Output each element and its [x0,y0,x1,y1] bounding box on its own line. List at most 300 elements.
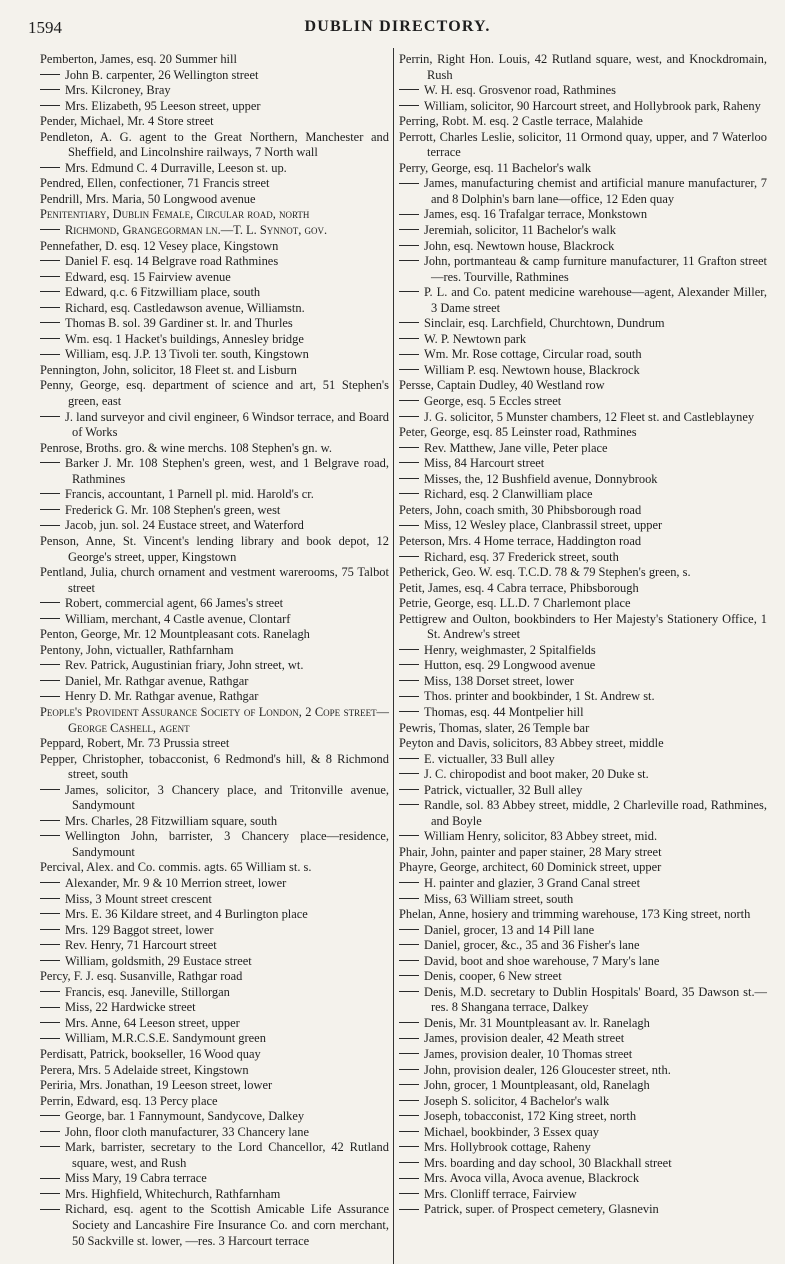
ditto-dash [40,1022,60,1023]
ditto-dash [399,1053,419,1054]
entry-text: Patrick, super. of Prospect cemetery, Glasnevin [424,1202,659,1217]
directory-entry [40,83,389,99]
directory-entry [399,643,767,659]
directory-entry [399,596,767,612]
ditto-dash [399,804,419,805]
ditto-dash [399,929,419,930]
ditto-dash [399,416,419,417]
entry-text: Miss, 22 Hardwicke street [65,1000,196,1015]
entry-text: Thos. printer and bookbinder, 1 St. Andrew st. [424,689,655,704]
entry-text: Pentland, Julia, church ornament and vestment warerooms, 75 Talbot street [40,565,389,595]
directory-entry [40,689,389,705]
ditto-dash [40,291,60,292]
directory-entry [399,1171,767,1187]
directory-entry [40,1202,389,1249]
directory-entry [40,829,389,860]
ditto-dash [399,260,419,261]
entry-text: Thomas, esq. 44 Montpelier hill [424,704,584,719]
directory-entry [40,1094,389,1110]
entry-text: James, manufacturing chemist and artificial manure manufacturer, 7 and 8 Dolphin's barn lane—office, 12 Eden quay [424,176,767,206]
ditto-dash [40,1115,60,1116]
entry-text: Phayre, George, architect, 60 Dominick street, upper [399,860,662,875]
directory-entry [40,876,389,892]
directory-entry [399,845,767,861]
ditto-dash [399,680,419,681]
entry-text: Richard, esq. Castledawson avenue, Williamstn. [65,300,305,315]
entry-text: Michael, bookbinder, 3 Essex quay [424,1124,599,1139]
entry-text: Denis, M.D. secretary to Dublin Hospitals' Board, 35 Dawson st.—res. 8 Shangana terrace, Dalkey [424,984,767,1015]
ditto-dash [40,354,60,355]
entry-text: P. L. and Co. patent medicine warehouse—agent, Alexander Miller, 3 Dame street [424,285,767,315]
entry-text: Perrin, Edward, esq. 13 Percy place [40,1093,218,1108]
ditto-dash [40,89,60,90]
directory-entry [40,783,389,814]
directory-entry [399,503,767,519]
directory-entry [399,410,767,426]
ditto-dash [40,1178,60,1179]
entry-text: James, solicitor, 3 Chancery place, and Tritonville avenue, Sandymount [65,782,389,813]
directory-entry [399,736,767,752]
directory-entry [40,487,389,503]
directory-entry [40,1140,389,1171]
ditto-dash [399,229,419,230]
ditto-dash [399,991,419,992]
directory-entry [40,68,389,84]
directory-entry [399,363,767,379]
entry-text: Pendrill, Mrs. Maria, 50 Longwood avenue [40,191,256,206]
entry-text: Pender, Michael, Mr. 4 Store street [40,114,214,129]
directory-entry [40,363,389,379]
entry-text: Randle, sol. 83 Abbey street, middle, 2 Charleville road, Rathmines, and Boyle [424,798,767,828]
ditto-dash [399,400,419,401]
ditto-dash [40,493,60,494]
directory-entry [399,316,767,332]
entry-text: Thomas B. sol. 39 Gardiner st. lr. and Thurles [65,316,293,331]
directory-entry [40,441,389,457]
ditto-dash [399,245,419,246]
entry-text: Mrs. Hollybrook cottage, Raheny [424,1140,591,1155]
left-column [40,52,389,1249]
directory-entry [40,1171,389,1187]
directory-entry [40,923,389,939]
ditto-dash [40,1038,60,1039]
ditto-dash [40,260,60,261]
ditto-dash [399,696,419,697]
directory-entry [40,456,389,487]
ditto-dash [399,664,419,665]
directory-entry [40,285,389,301]
directory-entry [40,161,389,177]
entry-text: Miss, 3 Mount street crescent [65,891,212,906]
entry-text: Daniel F. esq. 14 Belgrave road Rathmines [65,254,279,269]
entry-text: Phair, John, painter and paper stainer, 28 Mary street [399,844,662,859]
ditto-dash [40,1193,60,1194]
entry-text: Periria, Mrs. Jonathan, 19 Leeson street, lower [40,1078,273,1093]
entry-text: James, provision dealer, 42 Meath street [424,1031,625,1046]
ditto-dash [399,1115,419,1116]
directory-entry [40,223,389,239]
entry-text: Pewris, Thomas, slater, 26 Temple bar [399,720,590,735]
directory-entry [40,643,389,659]
directory-entry [399,394,767,410]
ditto-dash [40,960,60,961]
directory-entry [40,612,389,628]
entry-text: Pennefather, D. esq. 12 Vesey place, Kingstown [40,238,279,253]
directory-entry [40,99,389,115]
directory-entry [399,207,767,223]
entry-text: Edward, esq. 15 Fairview avenue [65,269,231,284]
entry-text: People's Provident Assurance Society of London, 2 Cope street—George Cashell, agent [40,704,389,735]
ditto-dash [40,525,60,526]
directory-entry [399,161,767,177]
ditto-dash [399,1162,419,1163]
directory-entry [399,441,767,457]
entry-text: Mrs. Charles, 28 Fitzwilliam square, south [65,813,278,828]
entry-text: Pentony, John, victualler, Rathfarnham [40,642,234,657]
entry-text: E. victualler, 33 Bull alley [424,751,555,766]
entry-text: Mark, barrister, secretary to the Lord Chancellor, 42 Rutland square, west, and Rush [65,1140,389,1170]
entry-text: Wellington John, barrister, 3 Chancery place—residence, Sandymount [65,829,389,859]
ditto-dash [399,835,419,836]
entry-text: John, floor cloth manufacturer, 33 Chancery lane [65,1124,310,1139]
ditto-dash [40,509,60,510]
ditto-dash [40,696,60,697]
directory-entry [399,1047,767,1063]
entry-text: Pemberton, James, esq. 20 Summer hill [40,52,237,66]
entry-text: Perry, George, esq. 11 Bachelor's walk [399,160,592,175]
entry-text: William, M.R.C.S.E. Sandymount green [65,1031,266,1046]
ditto-dash [399,556,419,557]
directory-entry [40,860,389,876]
directory-entry [40,736,389,752]
entry-text: Hutton, esq. 29 Longwood avenue [424,658,596,673]
directory-entry [399,99,767,115]
entry-text: Percy, F. J. esq. Susanville, Rathgar road [40,969,243,984]
directory-entry [40,969,389,985]
ditto-dash [40,74,60,75]
directory-entry [40,52,389,68]
directory-entry [40,938,389,954]
ditto-dash [40,664,60,665]
ditto-dash [40,820,60,821]
directory-entry [399,689,767,705]
entry-text: John, provision dealer, 126 Gloucester street, nth. [424,1062,671,1077]
entry-text: Petit, James, esq. 4 Cabra terrace, Phibsborough [399,580,639,595]
entry-text: John, portmanteau & camp furniture manufacturer, 11 Grafton street—res. Tourville, Rathmines [424,254,767,284]
ditto-dash [399,1069,419,1070]
ditto-dash [40,1146,60,1147]
entry-text: George, bar. 1 Fannymount, Sandycove, Dalkey [65,1109,305,1124]
directory-entry [40,518,389,534]
directory-entry [399,130,767,161]
directory-entry [40,301,389,317]
entry-text: Barker J. Mr. 108 Stephen's green, west, and 1 Belgrave road, Rathmines [65,456,389,486]
entry-text: Penton, George, Mr. 12 Mountpleasant cots. Ranelagh [40,627,310,642]
directory-entry [399,1078,767,1094]
entry-text: Pendred, Ellen, confectioner, 71 Francis street [40,176,270,191]
ditto-dash [40,338,60,339]
column-divider [393,48,394,1264]
entry-text: Petrie, George, esq. LL.D. 7 Charlemont place [399,596,631,611]
directory-entry [399,550,767,566]
ditto-dash [399,214,419,215]
ditto-dash [40,944,60,945]
directory-entry [399,378,767,394]
directory-entry [40,503,389,519]
ditto-dash [399,1193,419,1194]
ditto-dash [399,369,419,370]
entry-text: Percival, Alex. and Co. commis. agts. 65 William st. s. [40,860,312,875]
entry-text: Perring, Robt. M. esq. 2 Castle terrace, Malahide [399,114,643,129]
entry-text: Miss, 63 William street, south [424,891,574,906]
directory-entry [399,876,767,892]
directory-entry [399,176,767,207]
ditto-dash [399,1178,419,1179]
entry-text: Joseph S. solicitor, 4 Bachelor's walk [424,1093,610,1108]
entry-text: William, solicitor, 90 Harcourt street, and Hollybrook park, Raheny [424,98,761,113]
directory-entry [399,798,767,829]
entry-text: Daniel, Mr. Rathgar avenue, Rathgar [65,673,249,688]
ditto-dash [40,898,60,899]
entry-text: Patrick, victualler, 32 Bull alley [424,782,583,797]
ditto-dash [40,307,60,308]
ditto-dash [40,105,60,106]
ditto-dash [399,975,419,976]
directory-entry [399,332,767,348]
entry-text: Daniel, grocer, &c., 35 and 36 Fisher's lane [424,938,640,953]
directory-entry [40,332,389,348]
entry-text: Mrs. E. 36 Kildare street, and 4 Burlington place [65,907,308,922]
directory-entry [40,1000,389,1016]
entry-text: Henry, weighmaster, 2 Spitalfields [424,642,596,657]
entry-text: J. land surveyor and civil engineer, 6 Windsor terrace, and Board of Works [65,409,389,440]
directory-entry [399,860,767,876]
directory-entry [399,892,767,908]
entry-text: Mrs. Anne, 64 Leeson street, upper [65,1015,240,1030]
directory-entry [399,1156,767,1172]
entry-text: Denis, Mr. 31 Mountpleasant av. lr. Ranelagh [424,1015,650,1030]
directory-entry [40,378,389,409]
directory-entry [40,114,389,130]
ditto-dash [40,882,60,883]
directory-entry [399,612,767,643]
entry-text: William, goldsmith, 29 Eustace street [65,953,252,968]
entry-text: Richard, esq. 37 Frederick street, south [424,549,619,564]
ditto-dash [399,89,419,90]
directory-entry [399,565,767,581]
entry-text: Jeremiah, solicitor, 11 Bachelor's walk [424,223,616,238]
ditto-dash [40,167,60,168]
ditto-dash [399,354,419,355]
directory-entry [399,1016,767,1032]
ditto-dash [40,789,60,790]
entry-text: Peppard, Robert, Mr. 73 Prussia street [40,736,230,751]
directory-entry [399,456,767,472]
directory-entry [399,254,767,285]
directory-entry [399,721,767,737]
entry-text: George, esq. 5 Eccles street [424,394,562,409]
directory-entry [399,674,767,690]
entry-text: William P. esq. Newtown house, Blackrock [424,362,640,377]
entry-text: Rev. Patrick, Augustinian friary, John street, wt. [65,658,304,673]
entry-text: Persse, Captain Dudley, 40 Westland row [399,378,605,393]
ditto-dash [399,462,419,463]
directory-entry [399,767,767,783]
entry-text: Edward, q.c. 6 Fitzwilliam place, south [65,285,261,300]
entry-text: Joseph, tobacconist, 172 King street, north [424,1109,637,1124]
entry-text: Denis, cooper, 6 New street [424,969,562,984]
entry-text: Mrs. 129 Baggot street, lower [65,922,214,937]
directory-entry [399,1109,767,1125]
ditto-dash [399,1084,419,1085]
ditto-dash [399,183,419,184]
directory-entry [399,223,767,239]
ditto-dash [399,1209,419,1210]
directory-entry [40,270,389,286]
page-number: 1594 [28,18,62,37]
directory-entry [399,83,767,99]
entry-text: Sinclair, esq. Larchfield, Churchtown, Dundrum [424,316,665,331]
entry-text: Mrs. Avoca villa, Avoca avenue, Blackrock [424,1171,640,1186]
entry-text: Daniel, grocer, 13 and 14 Pill lane [424,922,595,937]
directory-entry [40,814,389,830]
ditto-dash [399,525,419,526]
directory-entry [40,1078,389,1094]
directory-entry [399,114,767,130]
entry-text: Perera, Mrs. 5 Adelaide street, Kingstown [40,1062,249,1077]
entry-text: Richmond, Grangegorman ln.—T. L. Synnot, gov. [65,223,328,238]
entry-text: Miss, 12 Wesley place, Clanbrassil street, upper [424,518,663,533]
page-header [28,16,767,38]
directory-entry [40,347,389,363]
entry-text: Petherick, Geo. W. esq. T.C.D. 78 & 79 Stephen's green, s. [399,565,691,580]
directory-entry [399,581,767,597]
ditto-dash [40,680,60,681]
directory-entry [399,534,767,550]
entry-text: John B. carpenter, 26 Wellington street [65,67,259,82]
ditto-dash [40,929,60,930]
ditto-dash [40,276,60,277]
running-title: DUBLIN DIRECTORY. [304,18,491,35]
directory-entry [40,207,389,223]
ditto-dash [40,416,60,417]
directory-entry [399,752,767,768]
entry-text: William, esq. J.P. 13 Tivoli ter. south, Kingstown [65,347,309,362]
ditto-dash [399,898,419,899]
directory-entry [399,907,767,923]
directory-entry [399,985,767,1016]
directory-entry [399,1063,767,1079]
entry-text: W. H. esq. Grosvenor road, Rathmines [424,83,616,98]
entry-text: Pendleton, A. G. agent to the Great Northern, Manchester and Sheffield, and Lincolnshire railways, 7 North wall [40,129,389,160]
entry-text: Peter, George, esq. 85 Leinster road, Rathmines [399,425,637,440]
entry-text: Francis, esq. Janeville, Stillorgan [65,984,230,999]
entry-text: Perrott, Charles Leslie, solicitor, 11 Ormond quay, upper, and 7 Waterloo terrace [399,129,767,160]
directory-entry [40,316,389,332]
entry-text: Wm. Mr. Rose cottage, Circular road, south [424,347,642,362]
entry-text: James, provision dealer, 10 Thomas street [424,1047,633,1061]
ditto-dash [40,1131,60,1132]
ditto-dash [399,1038,419,1039]
entry-text: Phelan, Anne, hosiery and trimming warehouse, 173 King street, north [399,907,751,922]
entry-text: W. P. Newtown park [424,331,527,346]
entry-text: John, esq. Newtown house, Blackrock [424,238,615,253]
entry-text: Mrs. boarding and day school, 30 Blackhall street [424,1155,672,1170]
directory-entry [40,658,389,674]
directory-entry [399,1187,767,1203]
ditto-dash [399,1146,419,1147]
entry-text: Miss, 84 Harcourt street [424,456,545,471]
directory-entry [399,969,767,985]
entry-text: John, grocer, 1 Mountpleasant, old, Ranelagh [424,1078,650,1093]
ditto-dash [399,711,419,712]
ditto-dash [40,322,60,323]
ditto-dash [399,1022,419,1023]
entry-text: J. C. chiropodist and boot maker, 20 Duke st. [424,767,649,782]
entry-text: H. painter and glazier, 3 Grand Canal street [424,875,641,890]
entry-text: Frederick G. Mr. 108 Stephen's green, west [65,502,281,517]
directory-entry [399,1140,767,1156]
ditto-dash [40,229,60,230]
entry-text: Penson, Anne, St. Vincent's lending library and book depot, 12 George's street, upper, Kingstown [40,533,389,564]
ditto-dash [399,758,419,759]
ditto-dash [399,338,419,339]
ditto-dash [40,1209,60,1210]
directory-entry [40,410,389,441]
entry-text: Peters, John, coach smith, 30 Phibsborough road [399,502,642,517]
entry-text: Peterson, Mrs. 4 Home terrace, Haddington road [399,533,642,548]
directory-entry [40,674,389,690]
directory-entry [399,1031,767,1047]
entry-text: Francis, accountant, 1 Parnell pl. mid. Harold's cr. [65,487,314,502]
directory-entry [40,565,389,596]
directory-entry [399,954,767,970]
directory-entry [399,829,767,845]
directory-entry [40,892,389,908]
directory-entry [399,425,767,441]
ditto-dash [399,944,419,945]
directory-entry [40,239,389,255]
entry-text: David, boot and shoe warehouse, 7 Mary's lane [424,953,660,968]
ditto-dash [399,789,419,790]
entry-text: Richard, esq. 2 Clanwilliam place [424,487,593,502]
entry-text: Rev. Matthew, Jane ville, Peter place [424,440,608,455]
entry-text: Mrs. Edmund C. 4 Durraville, Leeson st. up. [65,160,287,175]
directory-entry [40,907,389,923]
entry-text: Penrose, Broths. gro. & wine merchs. 108 Stephen's gn. w. [40,440,332,455]
entry-text: J. G. solicitor, 5 Munster chambers, 12 Fleet st. and Castleblayney [424,409,755,424]
ditto-dash [399,322,419,323]
directory-entry [40,192,389,208]
ditto-dash [399,649,419,650]
directory-entry [40,1109,389,1125]
entry-text: Robert, commercial agent, 66 James's street [65,596,284,611]
directory-entry [399,938,767,954]
entry-text: Wm. esq. 1 Hacket's buildings, Annesley bridge [65,331,304,346]
entry-text: Mrs. Elizabeth, 95 Leeson street, upper [65,98,261,113]
entry-text: Pennington, John, solicitor, 18 Fleet st. and Lisburn [40,362,297,377]
entry-text: Richard, esq. agent to the Scottish Amicable Life Assurance Society and Lancashire Fire Insurance Co. and corn merchant, 50 Sackville st. lower, —res. 3 Harcourt terrace [65,1202,389,1248]
entry-text: Perdisatt, Patrick, bookseller, 16 Wood quay [40,1047,261,1061]
entry-text: Misses, the, 12 Bushfield avenue, Donnybrook [424,471,658,486]
entry-text: Penny, George, esq. department of science and art, 51 Stephen's green, east [40,378,389,409]
ditto-dash [40,991,60,992]
directory-entry [399,1125,767,1141]
directory-entry [40,1047,389,1063]
directory-entry [399,1094,767,1110]
entry-text: Perrin, Right Hon. Louis, 42 Rutland square, west, and Knockdromain, Rush [399,52,767,82]
entry-text: Mrs. Clonliff terrace, Fairview [424,1186,577,1201]
